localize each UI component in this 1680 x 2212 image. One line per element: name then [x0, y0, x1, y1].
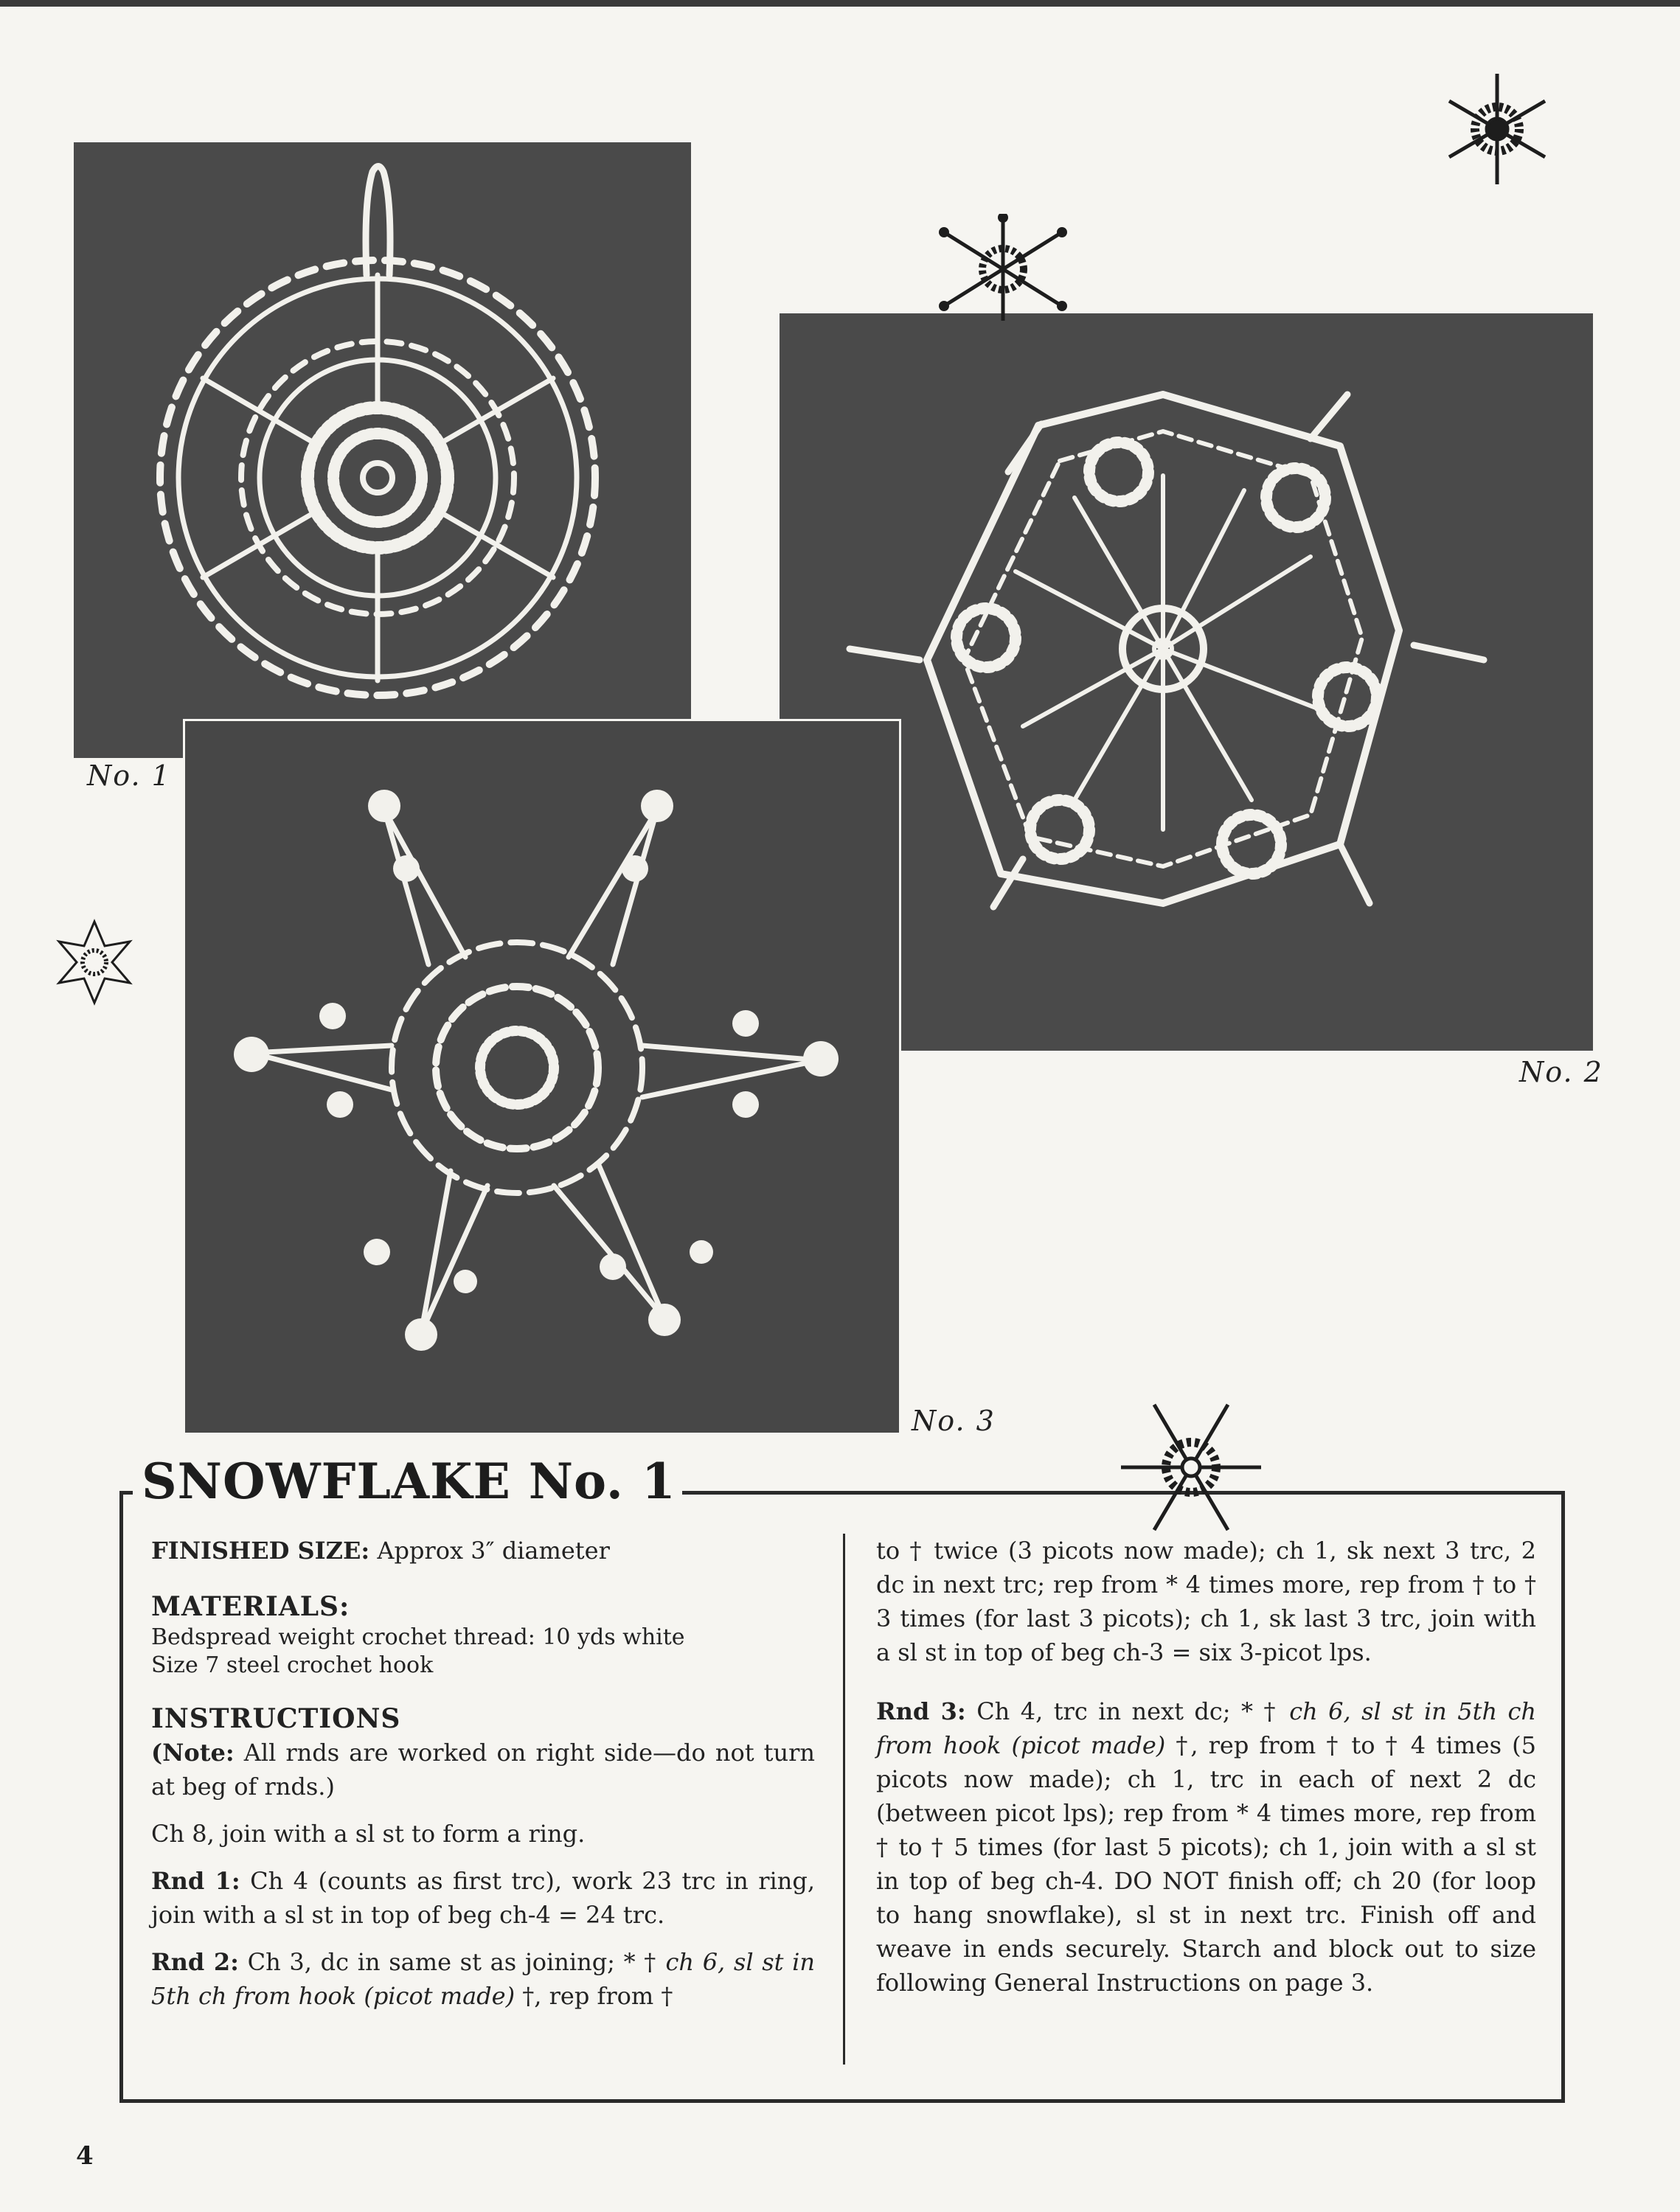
left-column	[151, 1534, 815, 2026]
rnd3-text-b: †, rep from † to † 4 times (5 picots now made); ch 1, trc in each of next 2 dc (between picot lps); rep from * 4 times more, rep from † to † 5 times (for last 5 picots); ch 1, join with a sl st in top of beg ch-4. DO NOT finish off; ch 20 (for loop to hang snowflake), sl st in next trc. Finish off and weave in ends securely. Starch and block out to size following General Instructions on page 3.	[876, 1731, 1537, 1997]
snowflake-ornament-icon	[50, 918, 139, 1006]
snowflake-1-drawing	[74, 142, 691, 758]
foundation-chain: Ch 8, join with a sl st to form a ring.	[151, 1820, 586, 1848]
rnd2-label: Rnd 2:	[151, 1948, 239, 1976]
rnd2-picot-italic: ch 6, sl st in 5th ch from hook (picot made)	[151, 1948, 816, 2010]
rnd3-label: Rnd 3:	[876, 1697, 966, 1725]
rnd3-text-a: Ch 4, trc in next dc; * †	[976, 1697, 1290, 1725]
finished-size-value: Approx 3″ diameter	[377, 1537, 610, 1565]
materials-hook: Size 7 steel crochet hook	[151, 1652, 434, 1678]
instructions-heading: INSTRUCTIONS	[151, 1703, 401, 1734]
finished-size-label: FINISHED SIZE:	[151, 1537, 370, 1565]
materials-heading: MATERIALS:	[151, 1591, 350, 1622]
column-divider	[843, 1534, 845, 2065]
top-edge-rule	[0, 0, 1680, 7]
photo-snowflake-1	[74, 142, 691, 758]
rnd2-text-b: †, rep from †	[515, 1982, 673, 2010]
snowflake-ornament-icon	[1117, 1394, 1265, 1541]
snowflake-2-drawing	[780, 313, 1593, 1051]
rnd1-text: Ch 4 (counts as first trc), work 23 trc in ring, join with a sl st in top of beg ch-4 = 24 trc.	[151, 1867, 816, 1929]
right-column	[876, 1534, 1536, 2013]
rnd2-continued: to † twice (3 picots now made); ch 1, sk next 3 trc, 2 dc in next trc; rep from * 4 times more, rep from † to † 3 times (for last 3 picots); ch 1, sk last 3 trc, join with a sl st in top of beg ch-3 = six 3-picot lps.	[876, 1537, 1536, 1666]
snowflake-3-drawing	[185, 721, 899, 1433]
snowflake-ornament-icon	[1438, 70, 1556, 188]
materials-thread: Bedspread weight crochet thread: 10 yds white	[151, 1624, 685, 1650]
page-number: 4	[76, 2141, 94, 2171]
note-text: All rnds are worked on right side—do not turn at beg of rnds.)	[151, 1739, 816, 1801]
rnd1-label: Rnd 1:	[151, 1867, 240, 1895]
caption-no-2: No. 2	[1519, 1056, 1603, 1088]
note-label: (Note:	[151, 1739, 235, 1767]
photo-snowflake-3	[183, 719, 901, 1435]
photo-snowflake-2	[780, 313, 1593, 1051]
caption-no-1: No. 1	[87, 759, 171, 792]
rnd2-text-a: Ch 3, dc in same st as joining; * †	[247, 1948, 666, 1976]
rnd3-picot-italic: ch 6, sl st in 5th ch from hook (picot made)	[876, 1697, 1537, 1759]
caption-no-3: No. 3	[912, 1405, 996, 1437]
snowflake-ornament-icon	[933, 214, 1073, 324]
page-title: SNOWFLAKE No. 1	[133, 1453, 682, 1510]
